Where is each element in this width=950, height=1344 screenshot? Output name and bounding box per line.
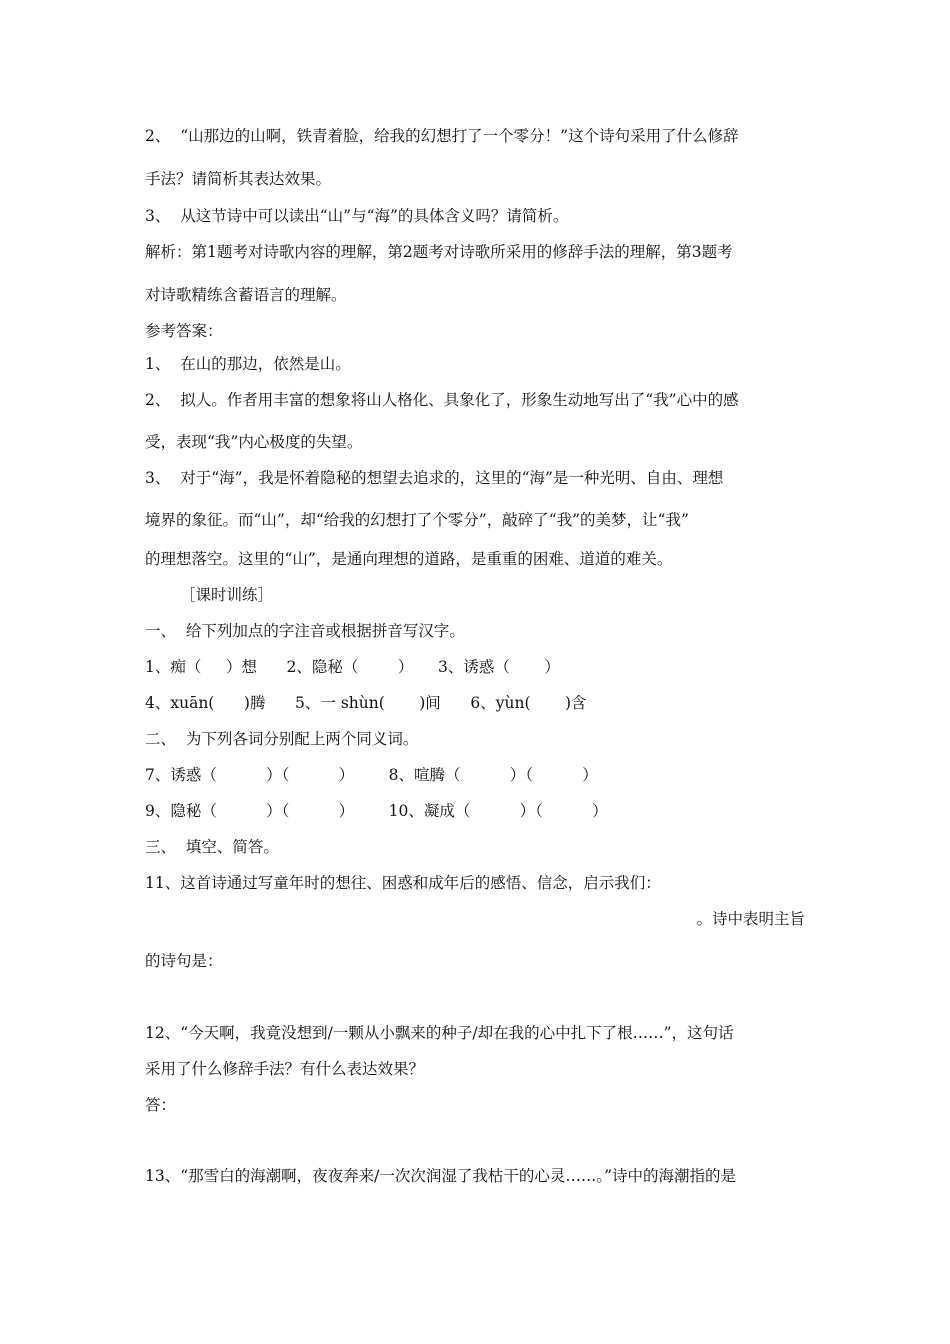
analysis-line-1: 解析：第1题考对诗歌内容的理解，第2题考对诗歌所采用的修辞手法的理解，第3题考 (145, 243, 733, 261)
exercise-row-4: 9、隐秘（ ）（ ） 10、凝成（ ）（ ） (145, 802, 608, 820)
exercise-row-3: 7、诱惑（ ）（ ） 8、喧腾（ ）（ ） (145, 766, 598, 784)
question-11-line-3: 的诗句是： (145, 952, 223, 970)
exercise-row-2: 4、xuān( )腾 5、一 shùn( )间 6、yùn( )含 (145, 694, 587, 712)
section-2-heading: 二、 为下列各词分别配上两个同义词。 (145, 730, 419, 748)
question-12-line-1: 12、“今天啊，我竟没想到/一颗从小飘来的种子/却在我的心中扎下了根……”，这句话 (145, 1024, 734, 1042)
section-3-heading: 三、 填空、简答。 (145, 838, 279, 856)
question-2-line-1: 2、 “山那边的山啊，铁青着脸，给我的幻想打了一个零分！”这个诗句采用了什么修辞 (145, 127, 739, 145)
answer-label: 答： (145, 1096, 177, 1114)
question-13: 13、“那雪白的海潮啊，夜夜奔来/一次次润湿了我枯干的心灵……。”诗中的海潮指的是 (145, 1167, 737, 1185)
section-1-heading: 一、 给下列加点的字注音或根据拼音写汉字。 (145, 622, 465, 640)
exercise-row-1: 1、痴（ ）想 2、隐秘（ ） 3、诱惑（ ） (145, 658, 560, 676)
question-3: 3、 从这节诗中可以读出“山”与“海”的具体含义吗？请简析。 (145, 207, 569, 225)
answer-3-line-2: 境界的象征。而“山”，却“给我的幻想打了个零分”，敲碎了“我”的美梦，让“我” (145, 511, 689, 529)
answer-1: 1、 在山的那边，依然是山。 (145, 355, 351, 373)
answer-2-line-1: 2、 拟人。作者用丰富的想象将山人格化、具象化了，形象生动地写出了“我”心中的感 (145, 391, 739, 409)
reference-answer-heading: 参考答案： (145, 322, 223, 340)
class-training-heading: ［课时训练］ (180, 586, 274, 604)
analysis-line-2: 对诗歌精练含蓄语言的理解。 (145, 286, 347, 304)
question-12-line-2: 采用了什么修辞手法？有什么表达效果？ (145, 1060, 425, 1078)
question-11-line-1: 11、这首诗通过写童年时的想往、困惑和成年后的感悟、信念，启示我们： (145, 874, 661, 892)
question-11-line-2: 。诗中表明主旨 (696, 910, 805, 928)
answer-2-line-2: 受，表现“我”内心极度的失望。 (145, 433, 363, 451)
answer-3-line-3: 的理想落空。这里的“山”，是通向理想的道路，是重重的困难、道道的难关。 (145, 550, 673, 568)
answer-3-line-1: 3、 对于“海”，我是怀着隐秘的想望去追求的，这里的“海”是一种光明、自由、理想 (145, 469, 724, 487)
question-2-line-2: 手法？请简析其表达效果。 (145, 170, 332, 188)
